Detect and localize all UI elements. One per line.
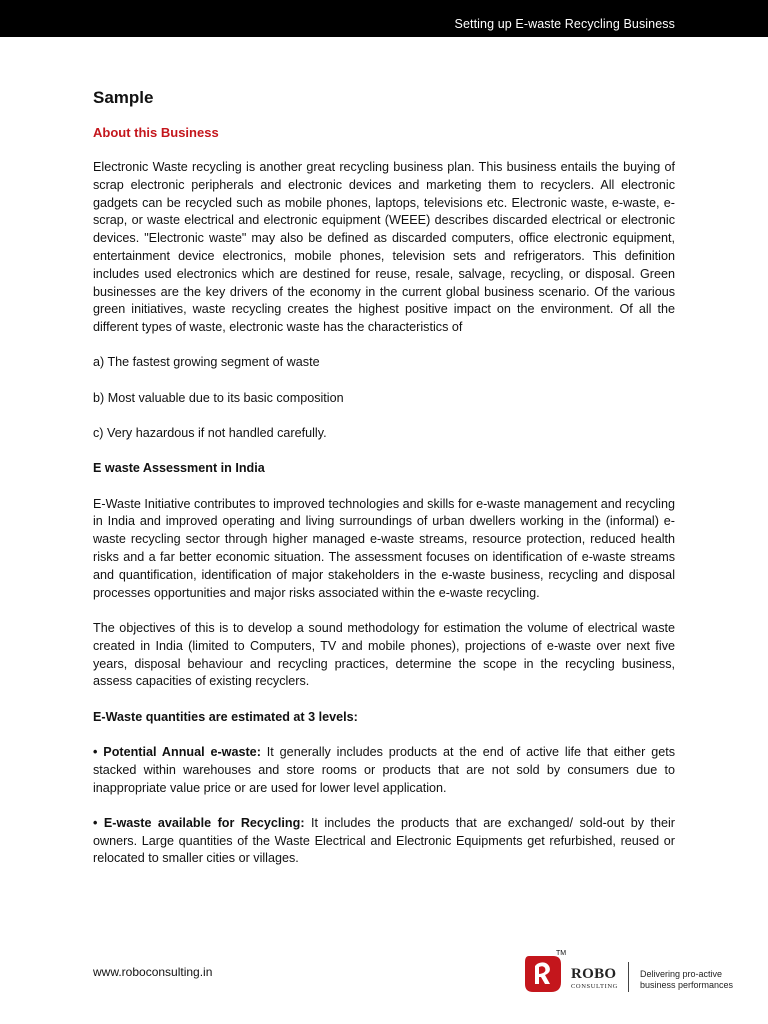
robo-logo-icon (523, 952, 563, 994)
heading-levels: E-Waste quantities are estimated at 3 levels: (93, 709, 358, 724)
bullet-potential-annual (93, 744, 675, 797)
list-item-b: b) Most valuable due to its basic composition (93, 390, 344, 405)
logo-divider (628, 962, 629, 992)
logo-subname: CONSULTING (571, 983, 618, 990)
paragraph-objectives: The objectives of this is to develop a sound methodology for estimation the volume of electrical waste created in India (limited to Computers, TV and mobile phones), projections of e-waste over next five years, disposal behaviour and recycling practices, determine the scope in the recycling business, assess capacities of existing recyclers. (93, 620, 675, 689)
logo-name: ROBO (571, 966, 617, 982)
paragraph-initiative: E-Waste Initiative contributes to improved technologies and skills for e-waste management and recycling in India and improved operating and living surroundings of urban dwellers working in the (informal) e-waste recycling sector through higher managed e-waste streams, resource protection, reduced health risks and a far better economic situation. The assessment focuses on identification of e-waste streams and quantification, identification of major stakeholders in the e-waste business, recycling and disposal processes opportunities and major risks associated within the e-waste recycling. (93, 496, 675, 600)
footer-website-link[interactable]: www.roboconsulting.in (93, 965, 213, 979)
bullet-text: It includes the products that are exchanged/ sold-out by their owners. Large quantities of the Waste Electrical and Electronic Equipments get refurbished, reused or relocated to smaller cities or villages. (93, 815, 676, 866)
robo-consulting-logo (523, 952, 738, 1000)
bullet-label: • E-waste available for Recycling: (93, 815, 305, 830)
bullet-available-recycling (93, 815, 675, 868)
bullet-text: It generally includes products at the end of active life that either gets stacked within warehouses and store rooms or products that are not sold by consumers due to inappropriate value price or are used for lower level application. (93, 744, 676, 795)
paragraph-intro: Electronic Waste recycling is another great recycling business plan. This business entails the buying of scrap electronic peripherals and electronic devices and marketing them to recyclers. All electronic gadgets can be recycled such as mobile phones, laptops, televisions etc. Electronic waste, e-waste, e-scrap, or waste electrical and electronic equipment (WEEE) describes discarded electrical or electronic devices. "Electronic waste" may also be defined as discarded computers, office electronic equipment, entertainment device electronics, mobile phones, television sets and refrigerators. This definition includes used electronics which are destined for reuse, resale, salvage, recycling, or disposal. Green businesses are the key drivers of the economy in the current global business scenario. Of the various green initiatives, waste recycling creates the highest positive impact on the environment. Of all the different types of waste, electronic waste has the characteristics of (93, 160, 675, 335)
tagline-line-1: Delivering pro-active (640, 969, 723, 979)
document-body (93, 88, 675, 886)
header-title: Setting up E-waste Recycling Business (454, 17, 675, 31)
heading-assessment: E waste Assessment in India (93, 461, 265, 476)
logo-tagline (640, 969, 733, 991)
trademark-label: TM (556, 950, 567, 957)
page-title: Sample (93, 88, 154, 107)
list-item-c: c) Very hazardous if not handled carefully. (93, 426, 327, 441)
header-bar (0, 0, 768, 37)
section-title-about: About this Business (93, 125, 219, 140)
tagline-line-2: business performances (640, 980, 734, 990)
list-item-a: a) The fastest growing segment of waste (93, 355, 320, 370)
bullet-label: • Potential Annual e-waste: (93, 744, 261, 759)
